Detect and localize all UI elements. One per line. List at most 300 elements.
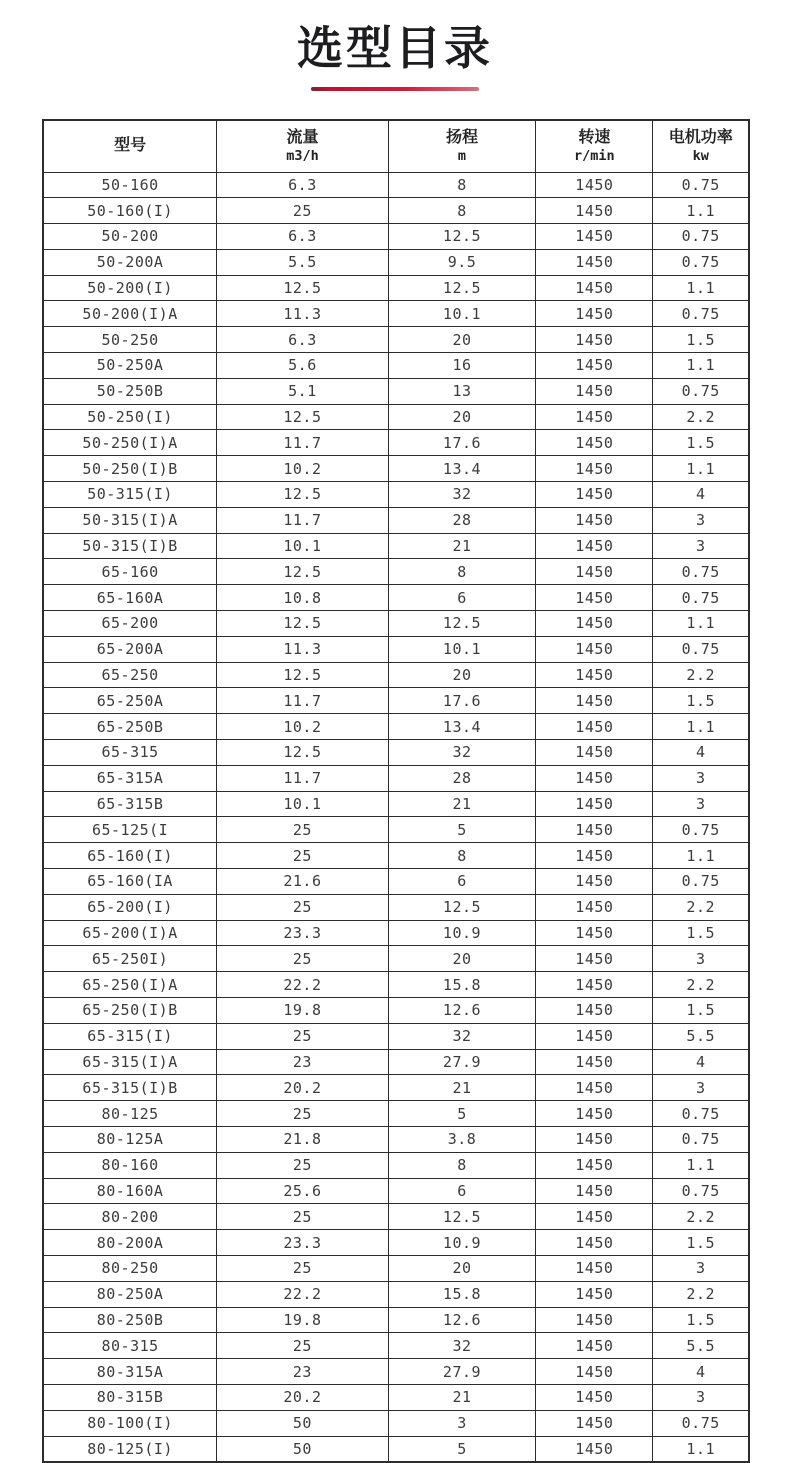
model-cell: 65-160(IA bbox=[43, 869, 217, 895]
flow-cell: 6.3 bbox=[217, 327, 389, 353]
head-cell: 5 bbox=[388, 1101, 536, 1127]
power-cell: 1.5 bbox=[653, 1307, 749, 1333]
column-header: 扬程 m bbox=[388, 120, 536, 172]
model-cell: 50-315(I) bbox=[43, 482, 217, 508]
flow-cell: 25 bbox=[217, 1152, 389, 1178]
title-block bbox=[0, 0, 790, 91]
speed-cell: 1450 bbox=[536, 740, 653, 766]
power-cell: 1.1 bbox=[653, 1152, 749, 1178]
table-row bbox=[43, 972, 749, 998]
speed-cell: 1450 bbox=[536, 920, 653, 946]
table-row bbox=[43, 482, 749, 508]
power-cell: 0.75 bbox=[653, 301, 749, 327]
model-cell: 50-200A bbox=[43, 249, 217, 275]
flow-cell: 19.8 bbox=[217, 998, 389, 1024]
model-cell: 65-315(I)B bbox=[43, 1075, 217, 1101]
speed-cell: 1450 bbox=[536, 998, 653, 1024]
model-cell: 80-315B bbox=[43, 1384, 217, 1410]
power-cell: 0.75 bbox=[653, 1410, 749, 1436]
speed-cell: 1450 bbox=[536, 688, 653, 714]
power-cell: 0.75 bbox=[653, 1101, 749, 1127]
power-cell: 0.75 bbox=[653, 559, 749, 585]
title-underline-decoration bbox=[311, 87, 479, 91]
speed-cell: 1450 bbox=[536, 249, 653, 275]
flow-cell: 25 bbox=[217, 1204, 389, 1230]
head-cell: 17.6 bbox=[388, 688, 536, 714]
speed-cell: 1450 bbox=[536, 430, 653, 456]
model-cell: 50-160 bbox=[43, 172, 217, 198]
speed-cell: 1450 bbox=[536, 869, 653, 895]
model-cell: 65-125(I bbox=[43, 817, 217, 843]
model-cell: 65-250 bbox=[43, 662, 217, 688]
power-cell: 1.1 bbox=[653, 843, 749, 869]
speed-cell: 1450 bbox=[536, 1384, 653, 1410]
flow-cell: 11.7 bbox=[217, 765, 389, 791]
model-cell: 80-250B bbox=[43, 1307, 217, 1333]
column-header: 电机功率 kw bbox=[653, 120, 749, 172]
speed-cell: 1450 bbox=[536, 611, 653, 637]
speed-cell: 1450 bbox=[536, 1075, 653, 1101]
speed-cell: 1450 bbox=[536, 1049, 653, 1075]
head-cell: 16 bbox=[388, 353, 536, 379]
speed-cell: 1450 bbox=[536, 765, 653, 791]
power-cell: 3 bbox=[653, 533, 749, 559]
speed-cell: 1450 bbox=[536, 1178, 653, 1204]
flow-cell: 25 bbox=[217, 1023, 389, 1049]
table-row bbox=[43, 1178, 749, 1204]
head-cell: 6 bbox=[388, 869, 536, 895]
table-row bbox=[43, 1281, 749, 1307]
speed-cell: 1450 bbox=[536, 714, 653, 740]
speed-cell: 1450 bbox=[536, 533, 653, 559]
flow-cell: 21.6 bbox=[217, 869, 389, 895]
table-row bbox=[43, 353, 749, 379]
speed-cell: 1450 bbox=[536, 946, 653, 972]
model-cell: 65-200 bbox=[43, 611, 217, 637]
flow-cell: 11.3 bbox=[217, 301, 389, 327]
flow-cell: 25 bbox=[217, 198, 389, 224]
power-cell: 3 bbox=[653, 507, 749, 533]
header-row bbox=[43, 120, 749, 172]
table-row bbox=[43, 1255, 749, 1281]
flow-cell: 25 bbox=[217, 1333, 389, 1359]
power-cell: 4 bbox=[653, 1049, 749, 1075]
model-cell: 50-250(I) bbox=[43, 404, 217, 430]
speed-cell: 1450 bbox=[536, 636, 653, 662]
power-cell: 4 bbox=[653, 740, 749, 766]
speed-cell: 1450 bbox=[536, 1152, 653, 1178]
flow-cell: 12.5 bbox=[217, 275, 389, 301]
flow-cell: 19.8 bbox=[217, 1307, 389, 1333]
model-cell: 80-250 bbox=[43, 1255, 217, 1281]
flow-cell: 10.1 bbox=[217, 533, 389, 559]
model-cell: 50-200(I) bbox=[43, 275, 217, 301]
flow-cell: 25 bbox=[217, 1255, 389, 1281]
speed-cell: 1450 bbox=[536, 1255, 653, 1281]
power-cell: 1.5 bbox=[653, 998, 749, 1024]
table-row bbox=[43, 611, 749, 637]
column-header: 型号 bbox=[43, 120, 217, 172]
speed-cell: 1450 bbox=[536, 275, 653, 301]
column-header: 转速 r/min bbox=[536, 120, 653, 172]
head-cell: 21 bbox=[388, 1075, 536, 1101]
table-row bbox=[43, 327, 749, 353]
head-cell: 32 bbox=[388, 482, 536, 508]
flow-cell: 11.7 bbox=[217, 688, 389, 714]
power-cell: 5.5 bbox=[653, 1333, 749, 1359]
speed-cell: 1450 bbox=[536, 1359, 653, 1385]
model-cell: 65-160(I) bbox=[43, 843, 217, 869]
table-row bbox=[43, 791, 749, 817]
speed-cell: 1450 bbox=[536, 172, 653, 198]
model-cell: 80-125 bbox=[43, 1101, 217, 1127]
table-row bbox=[43, 172, 749, 198]
head-cell: 12.5 bbox=[388, 275, 536, 301]
model-cell: 80-200A bbox=[43, 1230, 217, 1256]
model-cell: 65-250(I)B bbox=[43, 998, 217, 1024]
table-row bbox=[43, 1436, 749, 1462]
table-row bbox=[43, 1204, 749, 1230]
power-cell: 2.2 bbox=[653, 662, 749, 688]
head-cell: 21 bbox=[388, 791, 536, 817]
table-row bbox=[43, 869, 749, 895]
flow-cell: 5.6 bbox=[217, 353, 389, 379]
speed-cell: 1450 bbox=[536, 198, 653, 224]
table-row bbox=[43, 740, 749, 766]
table-row bbox=[43, 559, 749, 585]
table-row bbox=[43, 1101, 749, 1127]
power-cell: 1.5 bbox=[653, 430, 749, 456]
table-row bbox=[43, 843, 749, 869]
power-cell: 0.75 bbox=[653, 869, 749, 895]
speed-cell: 1450 bbox=[536, 972, 653, 998]
table-row bbox=[43, 636, 749, 662]
table-row bbox=[43, 1410, 749, 1436]
table-row bbox=[43, 1126, 749, 1152]
head-cell: 32 bbox=[388, 1023, 536, 1049]
speed-cell: 1450 bbox=[536, 843, 653, 869]
head-cell: 12.5 bbox=[388, 1204, 536, 1230]
speed-cell: 1450 bbox=[536, 482, 653, 508]
head-cell: 20 bbox=[388, 662, 536, 688]
model-cell: 80-100(I) bbox=[43, 1410, 217, 1436]
model-cell: 80-315A bbox=[43, 1359, 217, 1385]
flow-cell: 12.5 bbox=[217, 404, 389, 430]
head-cell: 28 bbox=[388, 507, 536, 533]
model-cell: 65-315 bbox=[43, 740, 217, 766]
power-cell: 3 bbox=[653, 1255, 749, 1281]
power-cell: 2.2 bbox=[653, 972, 749, 998]
head-cell: 8 bbox=[388, 198, 536, 224]
power-cell: 1.5 bbox=[653, 688, 749, 714]
head-cell: 8 bbox=[388, 843, 536, 869]
model-cell: 50-250(I)B bbox=[43, 456, 217, 482]
model-cell: 50-250 bbox=[43, 327, 217, 353]
power-cell: 1.5 bbox=[653, 920, 749, 946]
power-cell: 2.2 bbox=[653, 1204, 749, 1230]
power-cell: 0.75 bbox=[653, 249, 749, 275]
flow-cell: 22.2 bbox=[217, 1281, 389, 1307]
speed-cell: 1450 bbox=[536, 662, 653, 688]
speed-cell: 1450 bbox=[536, 301, 653, 327]
flow-cell: 10.2 bbox=[217, 456, 389, 482]
model-cell: 50-160(I) bbox=[43, 198, 217, 224]
speed-cell: 1450 bbox=[536, 1204, 653, 1230]
power-cell: 0.75 bbox=[653, 1178, 749, 1204]
head-cell: 10.9 bbox=[388, 1230, 536, 1256]
flow-cell: 25 bbox=[217, 1101, 389, 1127]
power-cell: 0.75 bbox=[653, 817, 749, 843]
power-cell: 3 bbox=[653, 1075, 749, 1101]
table-row bbox=[43, 662, 749, 688]
table-row bbox=[43, 275, 749, 301]
head-cell: 20 bbox=[388, 327, 536, 353]
flow-cell: 23.3 bbox=[217, 1230, 389, 1256]
model-cell: 50-315(I)A bbox=[43, 507, 217, 533]
head-cell: 5 bbox=[388, 1436, 536, 1462]
head-cell: 20 bbox=[388, 1255, 536, 1281]
head-cell: 12.5 bbox=[388, 611, 536, 637]
speed-cell: 1450 bbox=[536, 894, 653, 920]
table-row bbox=[43, 378, 749, 404]
power-cell: 2.2 bbox=[653, 894, 749, 920]
table-body bbox=[43, 172, 749, 1462]
table-row bbox=[43, 1023, 749, 1049]
head-cell: 21 bbox=[388, 533, 536, 559]
power-cell: 4 bbox=[653, 1359, 749, 1385]
head-cell: 27.9 bbox=[388, 1359, 536, 1385]
head-cell: 12.5 bbox=[388, 894, 536, 920]
power-cell: 3 bbox=[653, 1384, 749, 1410]
model-cell: 50-250B bbox=[43, 378, 217, 404]
head-cell: 21 bbox=[388, 1384, 536, 1410]
model-cell: 80-315 bbox=[43, 1333, 217, 1359]
head-cell: 6 bbox=[388, 585, 536, 611]
head-cell: 28 bbox=[388, 765, 536, 791]
table-row bbox=[43, 507, 749, 533]
head-cell: 10.1 bbox=[388, 301, 536, 327]
table-row bbox=[43, 714, 749, 740]
power-cell: 2.2 bbox=[653, 1281, 749, 1307]
speed-cell: 1450 bbox=[536, 507, 653, 533]
head-cell: 8 bbox=[388, 172, 536, 198]
head-cell: 27.9 bbox=[388, 1049, 536, 1075]
speed-cell: 1450 bbox=[536, 1101, 653, 1127]
speed-cell: 1450 bbox=[536, 791, 653, 817]
table-row bbox=[43, 817, 749, 843]
power-cell: 1.1 bbox=[653, 275, 749, 301]
speed-cell: 1450 bbox=[536, 817, 653, 843]
model-cell: 80-125(I) bbox=[43, 1436, 217, 1462]
speed-cell: 1450 bbox=[536, 224, 653, 250]
model-cell: 65-200(I)A bbox=[43, 920, 217, 946]
power-cell: 4 bbox=[653, 482, 749, 508]
head-cell: 3 bbox=[388, 1410, 536, 1436]
table-row bbox=[43, 1075, 749, 1101]
model-cell: 50-250(I)A bbox=[43, 430, 217, 456]
table-row bbox=[43, 456, 749, 482]
power-cell: 1.1 bbox=[653, 714, 749, 740]
flow-cell: 23 bbox=[217, 1359, 389, 1385]
flow-cell: 25 bbox=[217, 946, 389, 972]
model-cell: 80-160 bbox=[43, 1152, 217, 1178]
model-cell: 50-315(I)B bbox=[43, 533, 217, 559]
table-row bbox=[43, 198, 749, 224]
power-cell: 1.5 bbox=[653, 1230, 749, 1256]
model-cell: 80-250A bbox=[43, 1281, 217, 1307]
flow-cell: 12.5 bbox=[217, 559, 389, 585]
head-cell: 8 bbox=[388, 559, 536, 585]
model-cell: 65-200A bbox=[43, 636, 217, 662]
table-header bbox=[43, 120, 749, 172]
flow-cell: 5.5 bbox=[217, 249, 389, 275]
table-row bbox=[43, 894, 749, 920]
speed-cell: 1450 bbox=[536, 378, 653, 404]
model-cell: 65-160 bbox=[43, 559, 217, 585]
table-row bbox=[43, 946, 749, 972]
head-cell: 20 bbox=[388, 946, 536, 972]
table-row bbox=[43, 404, 749, 430]
head-cell: 12.6 bbox=[388, 998, 536, 1024]
flow-cell: 23 bbox=[217, 1049, 389, 1075]
power-cell: 3 bbox=[653, 765, 749, 791]
model-cell: 80-160A bbox=[43, 1178, 217, 1204]
table-row bbox=[43, 533, 749, 559]
flow-cell: 21.8 bbox=[217, 1126, 389, 1152]
flow-cell: 12.5 bbox=[217, 662, 389, 688]
head-cell: 9.5 bbox=[388, 249, 536, 275]
head-cell: 13.4 bbox=[388, 456, 536, 482]
power-cell: 1.1 bbox=[653, 456, 749, 482]
table-row bbox=[43, 249, 749, 275]
table-row bbox=[43, 430, 749, 456]
model-cell: 80-200 bbox=[43, 1204, 217, 1230]
table-row bbox=[43, 1152, 749, 1178]
speed-cell: 1450 bbox=[536, 1307, 653, 1333]
power-cell: 1.1 bbox=[653, 611, 749, 637]
speed-cell: 1450 bbox=[536, 404, 653, 430]
power-cell: 3 bbox=[653, 946, 749, 972]
model-cell: 65-315(I) bbox=[43, 1023, 217, 1049]
speed-cell: 1450 bbox=[536, 1333, 653, 1359]
flow-cell: 6.3 bbox=[217, 224, 389, 250]
flow-cell: 10.1 bbox=[217, 791, 389, 817]
table-row bbox=[43, 585, 749, 611]
flow-cell: 11.7 bbox=[217, 430, 389, 456]
head-cell: 8 bbox=[388, 1152, 536, 1178]
power-cell: 5.5 bbox=[653, 1023, 749, 1049]
model-cell: 65-315(I)A bbox=[43, 1049, 217, 1075]
flow-cell: 25 bbox=[217, 817, 389, 843]
model-cell: 65-315B bbox=[43, 791, 217, 817]
speed-cell: 1450 bbox=[536, 1023, 653, 1049]
head-cell: 17.6 bbox=[388, 430, 536, 456]
model-cell: 50-200 bbox=[43, 224, 217, 250]
model-cell: 65-250(I)A bbox=[43, 972, 217, 998]
power-cell: 1.1 bbox=[653, 353, 749, 379]
table-row bbox=[43, 301, 749, 327]
head-cell: 6 bbox=[388, 1178, 536, 1204]
flow-cell: 5.1 bbox=[217, 378, 389, 404]
table-row bbox=[43, 1049, 749, 1075]
flow-cell: 10.8 bbox=[217, 585, 389, 611]
head-cell: 32 bbox=[388, 740, 536, 766]
speed-cell: 1450 bbox=[536, 327, 653, 353]
speed-cell: 1450 bbox=[536, 1436, 653, 1462]
flow-cell: 25 bbox=[217, 843, 389, 869]
table-row bbox=[43, 1333, 749, 1359]
table-row bbox=[43, 1230, 749, 1256]
speed-cell: 1450 bbox=[536, 456, 653, 482]
model-cell: 65-250B bbox=[43, 714, 217, 740]
flow-cell: 10.2 bbox=[217, 714, 389, 740]
flow-cell: 12.5 bbox=[217, 740, 389, 766]
model-cell: 65-250A bbox=[43, 688, 217, 714]
flow-cell: 11.3 bbox=[217, 636, 389, 662]
head-cell: 10.1 bbox=[388, 636, 536, 662]
flow-cell: 22.2 bbox=[217, 972, 389, 998]
speed-cell: 1450 bbox=[536, 1126, 653, 1152]
flow-cell: 50 bbox=[217, 1410, 389, 1436]
head-cell: 12.6 bbox=[388, 1307, 536, 1333]
flow-cell: 20.2 bbox=[217, 1075, 389, 1101]
model-cell: 50-200(I)A bbox=[43, 301, 217, 327]
power-cell: 0.75 bbox=[653, 172, 749, 198]
page-title: 选型目录 bbox=[297, 22, 493, 74]
speed-cell: 1450 bbox=[536, 1410, 653, 1436]
power-cell: 1.5 bbox=[653, 327, 749, 353]
table-row bbox=[43, 998, 749, 1024]
power-cell: 0.75 bbox=[653, 585, 749, 611]
power-cell: 0.75 bbox=[653, 636, 749, 662]
table-row bbox=[43, 688, 749, 714]
flow-cell: 12.5 bbox=[217, 611, 389, 637]
flow-cell: 6.3 bbox=[217, 172, 389, 198]
model-cell: 65-160A bbox=[43, 585, 217, 611]
table-row bbox=[43, 765, 749, 791]
head-cell: 15.8 bbox=[388, 972, 536, 998]
speed-cell: 1450 bbox=[536, 1281, 653, 1307]
head-cell: 15.8 bbox=[388, 1281, 536, 1307]
flow-cell: 25 bbox=[217, 894, 389, 920]
table-row bbox=[43, 920, 749, 946]
model-cell: 80-125A bbox=[43, 1126, 217, 1152]
model-cell: 65-250I) bbox=[43, 946, 217, 972]
head-cell: 3.8 bbox=[388, 1126, 536, 1152]
power-cell: 0.75 bbox=[653, 378, 749, 404]
head-cell: 13.4 bbox=[388, 714, 536, 740]
model-cell: 50-250A bbox=[43, 353, 217, 379]
head-cell: 13 bbox=[388, 378, 536, 404]
head-cell: 5 bbox=[388, 817, 536, 843]
head-cell: 12.5 bbox=[388, 224, 536, 250]
power-cell: 0.75 bbox=[653, 224, 749, 250]
model-cell: 65-200(I) bbox=[43, 894, 217, 920]
flow-cell: 50 bbox=[217, 1436, 389, 1462]
table-row bbox=[43, 1384, 749, 1410]
model-cell: 65-315A bbox=[43, 765, 217, 791]
power-cell: 0.75 bbox=[653, 1126, 749, 1152]
table-row bbox=[43, 1307, 749, 1333]
speed-cell: 1450 bbox=[536, 353, 653, 379]
head-cell: 32 bbox=[388, 1333, 536, 1359]
power-cell: 1.1 bbox=[653, 198, 749, 224]
column-header: 流量 m3/h bbox=[217, 120, 389, 172]
power-cell: 1.1 bbox=[653, 1436, 749, 1462]
head-cell: 10.9 bbox=[388, 920, 536, 946]
flow-cell: 23.3 bbox=[217, 920, 389, 946]
speed-cell: 1450 bbox=[536, 559, 653, 585]
